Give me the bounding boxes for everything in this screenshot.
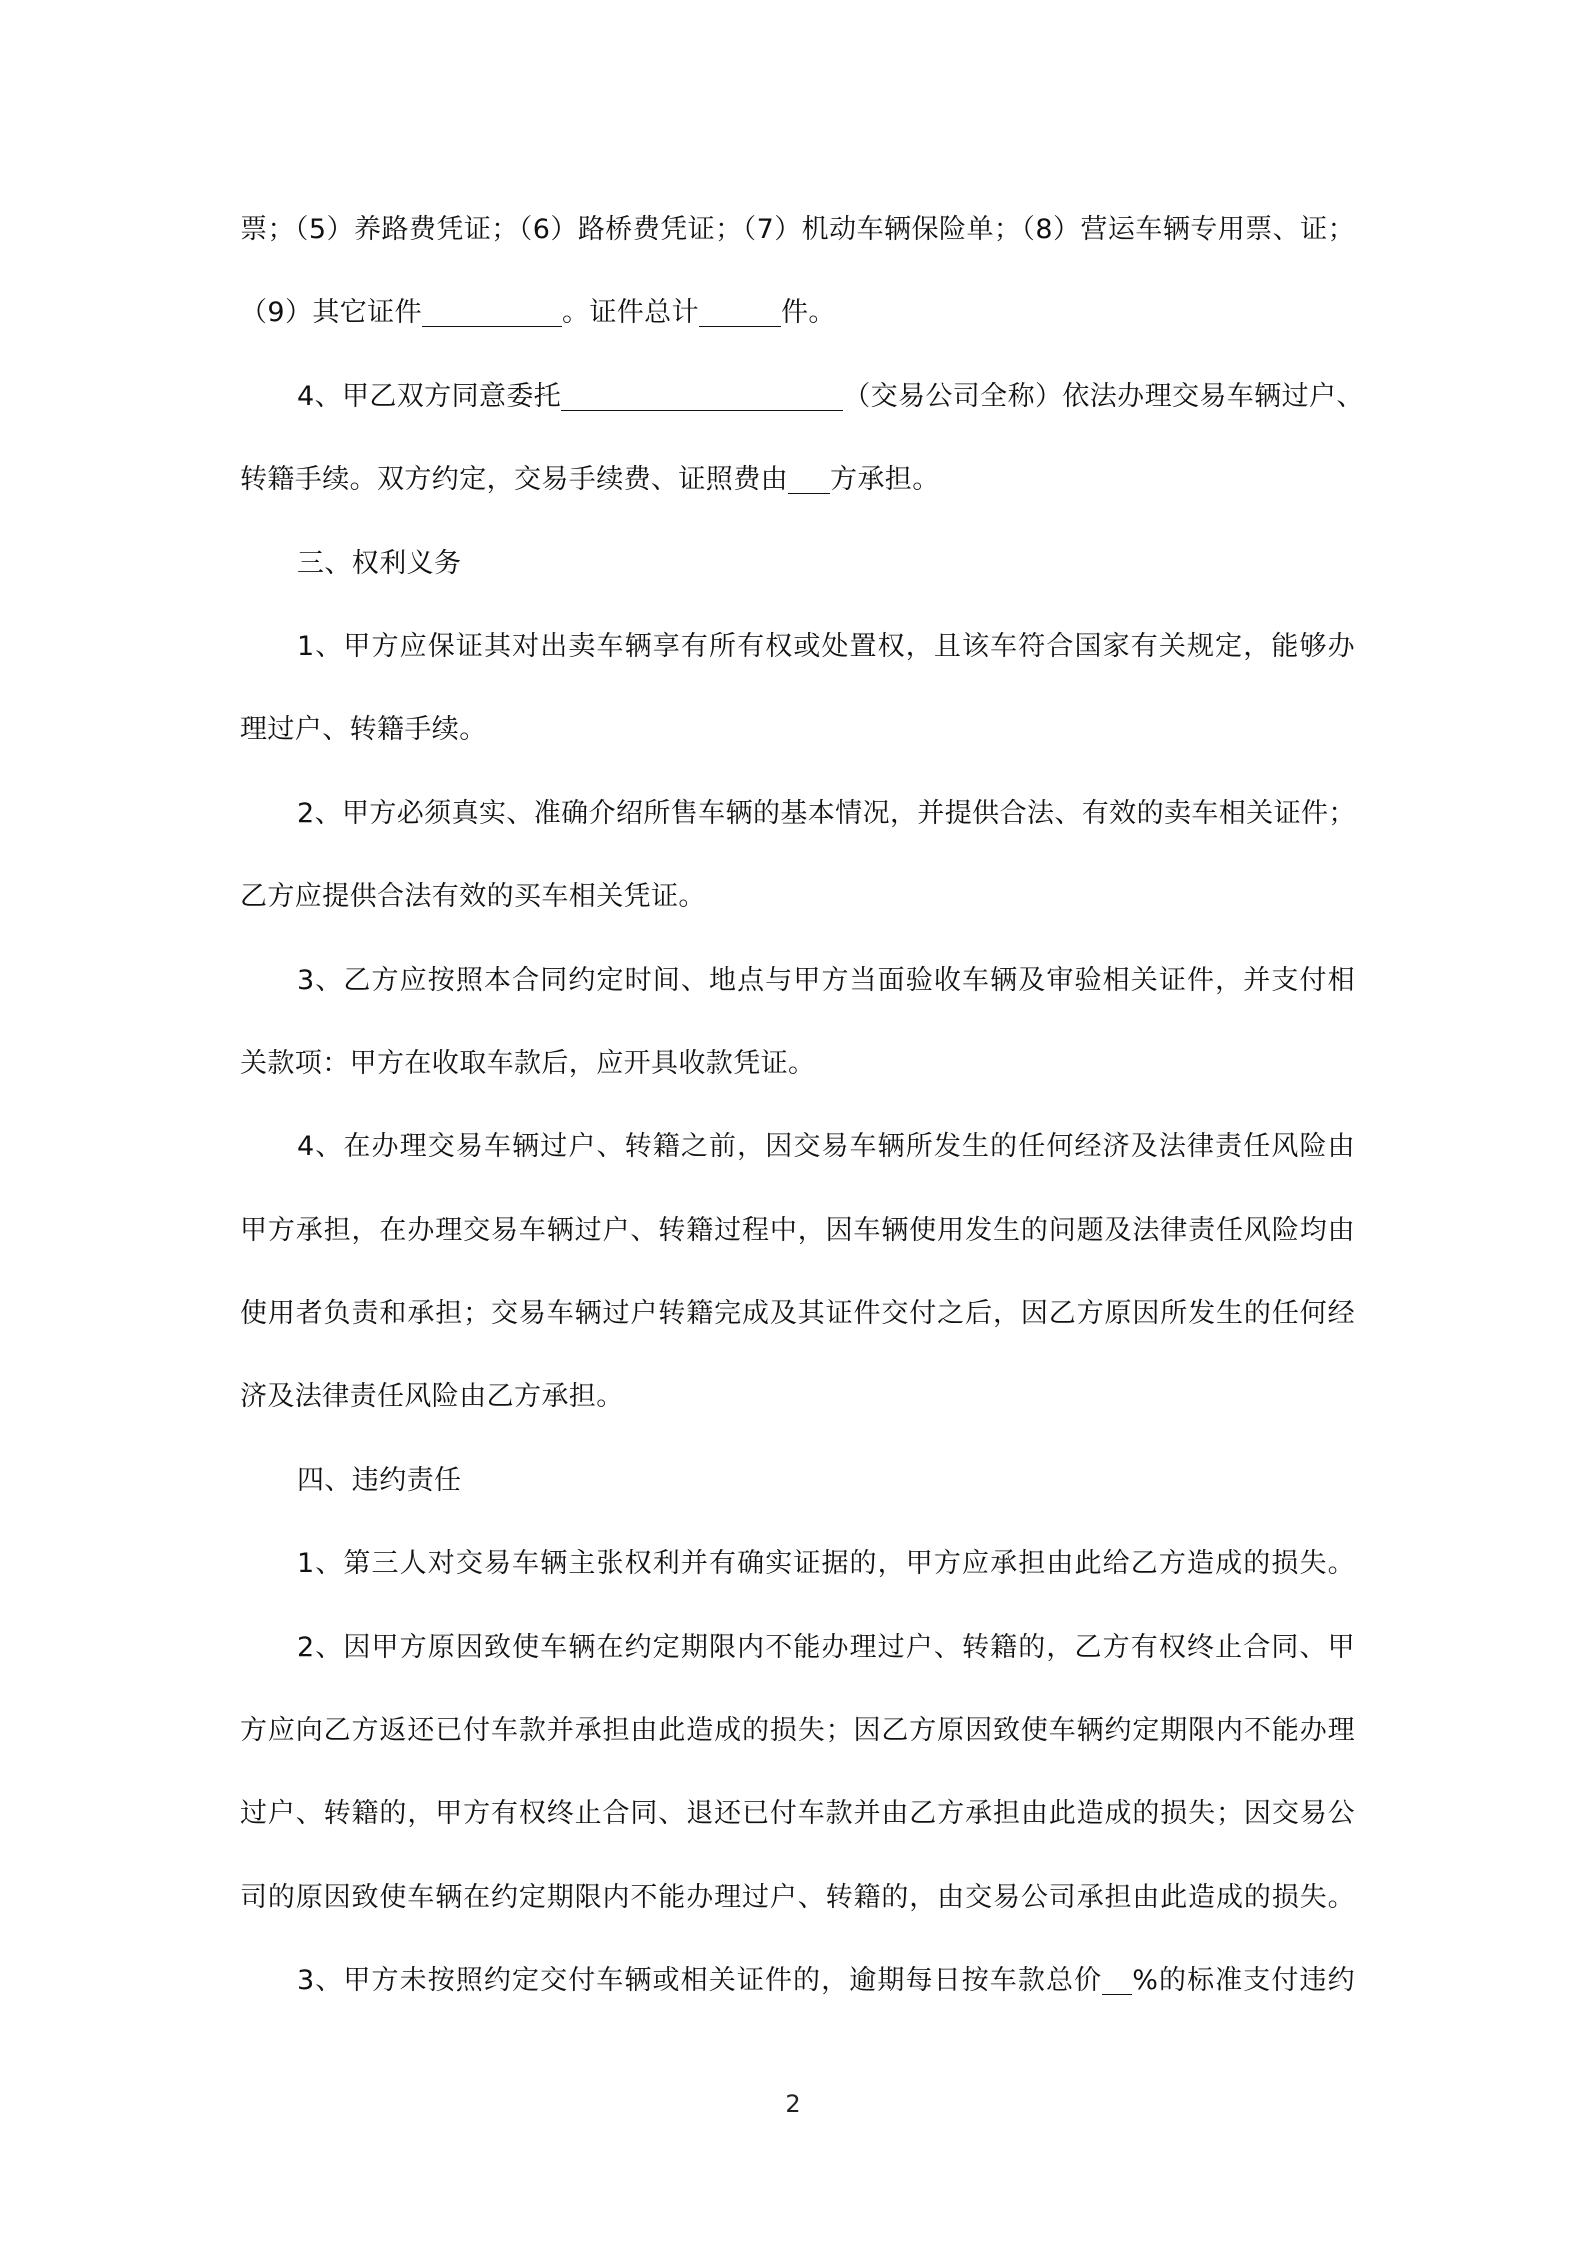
text-segment: 件。	[780, 297, 836, 329]
text-line	[240, 271, 1355, 354]
text-line: 关款项：甲方在收取车款后，应开具收款凭证。	[240, 1047, 816, 1079]
text-line: 3、乙方应按照本合同约定时间、地点与甲方当面验收车辆及审验相关证件，并支付相	[297, 964, 1355, 996]
text-segment: （交易公司全称）依法办理交易车辆过户、	[843, 380, 1364, 412]
page-number: 2	[785, 2090, 801, 2118]
text-line: 甲方承担，在办理交易车辆过户、转籍过程中，因车辆使用发生的问题及法律责任风险均由	[240, 1214, 1355, 1246]
text-segment: 3、甲方未按照约定交付车辆或相关证件的，逾期每日按车款总价	[297, 1965, 1103, 1997]
text-line: 方应向乙方返还已付车款并承担由此造成的损失；因乙方原因致使车辆约定期限内不能办理	[240, 1715, 1355, 1747]
text-line	[240, 355, 1364, 438]
text-line	[240, 438, 1355, 521]
text-line: 4、在办理交易车辆过户、转籍之前，因交易车辆所发生的任何经济及法律责任风险由	[297, 1131, 1355, 1163]
fill-blank-penalty-percent[interactable]	[1102, 1964, 1132, 1995]
fill-blank-fee-party[interactable]	[788, 463, 830, 494]
text-segment: %的标准支付违约	[1132, 1965, 1356, 1997]
text-segment: （9）其它证件	[240, 297, 422, 329]
text-line: 济及法律责任风险由乙方承担。	[240, 1381, 624, 1413]
text-line: 司的原因致使车辆在约定期限内不能办理过户、转籍的，由交易公司承担由此造成的损失。	[240, 1881, 1355, 1913]
text-segment: 4、甲乙双方同意委托	[297, 380, 562, 412]
text-segment: 方承担。	[830, 464, 940, 496]
text-line: 1、甲方应保证其对出卖车辆享有所有权或处置权，且该车符合国家有关规定，能够办	[297, 630, 1355, 662]
text-line: 使用者负责和承担；交易车辆过户转籍完成及其证件交付之后，因乙方原因所发生的任何经	[240, 1298, 1355, 1330]
text-line: 票；（5）养路费凭证；（6）路桥费凭证；（7）机动车辆保险单；（8）营运车辆专用票、证；	[240, 214, 1355, 245]
section-heading: 三、权利义务	[297, 547, 462, 579]
fill-blank-trading-company[interactable]	[561, 380, 843, 411]
contract-body	[240, 188, 1364, 2023]
text-line: 过户、转籍的，甲方有权终止合同、退还已付车款并由乙方承担由此造成的损失；因交易公	[240, 1798, 1355, 1830]
text-line: 理过户、转籍手续。	[240, 714, 487, 746]
text-segment: 转籍手续。双方约定，交易手续费、证照费由	[240, 464, 788, 496]
fill-blank-document-count[interactable]	[699, 296, 781, 327]
text-segment: 。证件总计	[561, 297, 699, 329]
text-line: 1、第三人对交易车辆主张权利并有确实证据的，甲方应承担由此给乙方造成的损失。	[297, 1548, 1355, 1580]
fill-blank-other-documents[interactable]	[422, 296, 562, 327]
section-heading: 四、违约责任	[297, 1464, 462, 1496]
text-line: 乙方应提供合法有效的买车相关凭证。	[240, 881, 706, 913]
text-line	[240, 1939, 1355, 2022]
text-line: 2、因甲方原因致使车辆在约定期限内不能办理过户、转籍的，乙方有权终止合同、甲	[297, 1631, 1355, 1663]
text-line: 2、甲方必须真实、准确介绍所售车辆的基本情况，并提供合法、有效的卖车相关证件；	[297, 797, 1356, 829]
